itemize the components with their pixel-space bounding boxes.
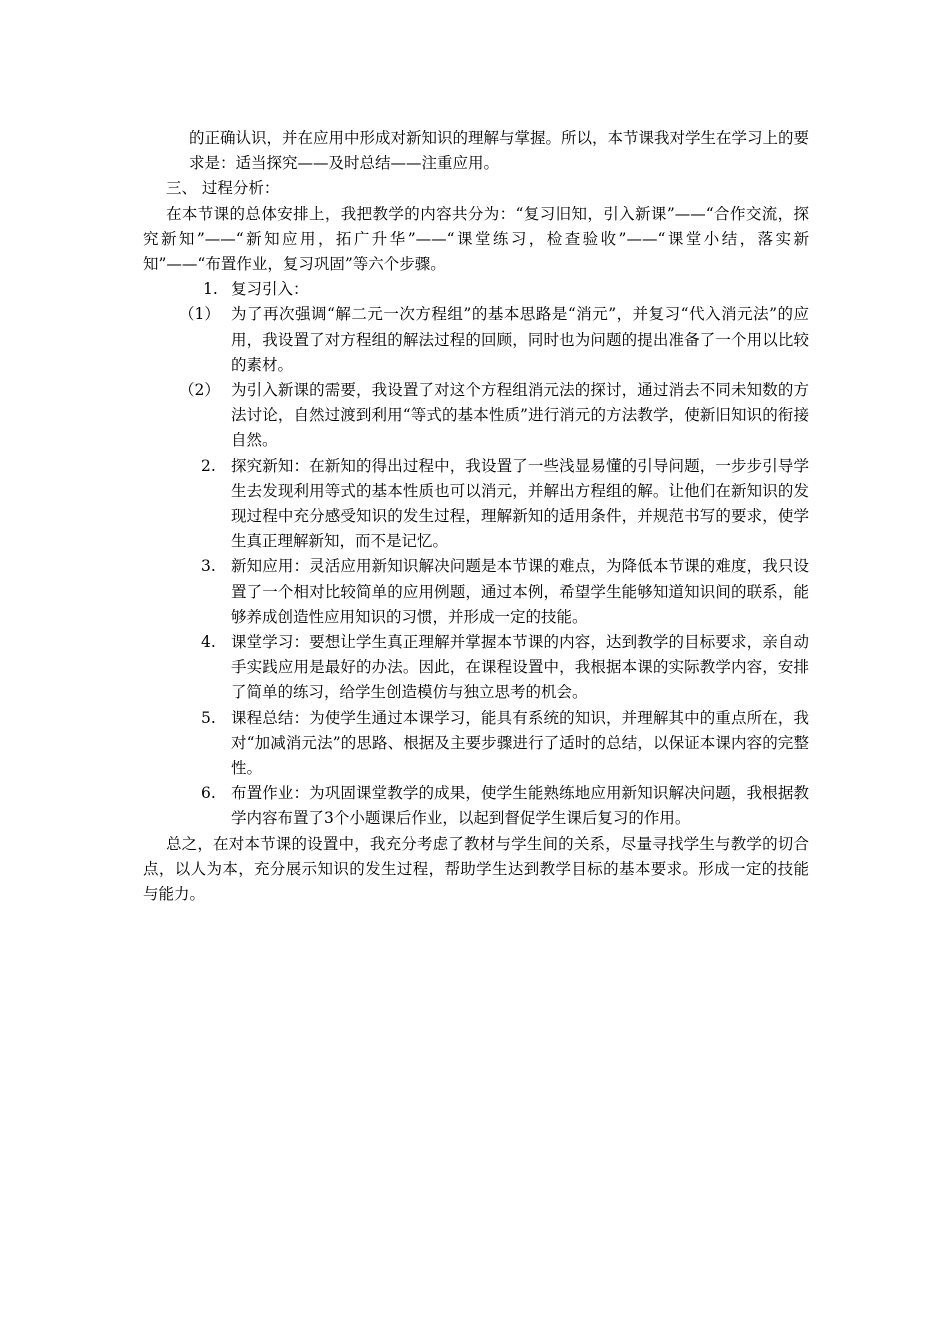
step-text: 新知应用：灵活应用新知识解决问题是本节课的难点，为降低本节课的难度，我只设置了一个相对比较简单的应用例题，通过本例，希望学生能够知道知识间的联系，能够养成创造性应用知识的习惯，并形成一定的技能。 bbox=[231, 557, 809, 626]
step-6 bbox=[143, 781, 809, 831]
step-number: 6. bbox=[201, 784, 216, 803]
step-2 bbox=[143, 454, 809, 555]
substep-number: （1） bbox=[179, 305, 220, 324]
step-3 bbox=[143, 554, 809, 630]
step-number: 4. bbox=[201, 633, 216, 652]
substep-2 bbox=[143, 378, 809, 454]
substep-1 bbox=[143, 302, 809, 378]
substep-number: （2） bbox=[179, 381, 220, 400]
document-body bbox=[143, 126, 809, 907]
step-number: 1. bbox=[203, 280, 218, 299]
step-number: 3. bbox=[201, 557, 216, 576]
step-5 bbox=[143, 706, 809, 782]
step-text: 课程总结：为使学生通过本课学习，能具有系统的知识，并理解其中的重点所在，我对“加减消元法”的思路、根据及主要步骤进行了适时的总结，以保证本课内容的完整性。 bbox=[231, 708, 809, 778]
step-number: 5. bbox=[201, 708, 216, 727]
step-text: 复习引入： bbox=[231, 280, 309, 299]
step-1 bbox=[143, 277, 809, 302]
step-text: 布置作业：为巩固课堂教学的成果，使学生能熟练地应用新知识解决问题，我根据教学内容布置了3个小题课后作业，以起到督促学生课后复习的作用。 bbox=[231, 784, 809, 828]
section-heading: 三、 过程分析： bbox=[166, 179, 280, 198]
step-number: 2. bbox=[201, 456, 216, 475]
conclusion-paragraph: 总之，在对本节课的设置中，我充分考虑了教材与学生间的关系，尽量寻找学生与教学的切合点，以人为本，充分展示知识的发生过程，帮助学生达到教学目标的基本要求。形成一定的技能与能力。 bbox=[143, 834, 809, 904]
step-4 bbox=[143, 630, 809, 706]
substep-text: 为了再次强调“解二元一次方程组”的基本思路是“消元”，并复习“代入消元法”的应用，我设置了对方程组的解法过程的回顾，同时也为问题的提出准备了一个用以比较的素材。 bbox=[231, 305, 809, 374]
step-text: 探究新知：在新知的得出过程中，我设置了一些浅显易懂的引导问题，一步步引导学生去发现利用等式的基本性质也可以消元，并解出方程组的解。让他们在新知识的发现过程中充分感受知识的发生过程，理解新知的适用条件，并规范书写的要求，使学生真正理解新知，而不是记忆。 bbox=[231, 456, 809, 551]
intro-paragraph: 在本节课的总体安排上，我把教学的内容共分为：“复习旧知，引入新课”——“合作交流，探究新知”——“新知应用，拓广升华”——“课堂练习，检查验收”——“课堂小结，落实新知”——“布置作业，复习巩固”等六个步骤。 bbox=[143, 204, 809, 274]
step-text: 课堂学习：要想让学生真正理解并掌握本节课的内容，达到教学的目标要求，亲自动手实践应用是最好的办法。因此，在课程设置中，我根据本课的实际教学内容，安排了简单的练习，给学生创造模仿与独立思考的机会。 bbox=[231, 633, 809, 702]
substep-text: 为引入新课的需要，我设置了对这个方程组消元法的探讨，通过消去不同未知数的方法讨论，自然过渡到利用“等式的基本性质”进行消元的方法教学，使新旧知识的衔接自然。 bbox=[231, 381, 809, 450]
continuation-paragraph: 的正确认识，并在应用中形成对新知识的理解与掌握。所以，本节课我对学生在学习上的要求是：适当探究——及时总结——注重应用。 bbox=[189, 129, 810, 173]
